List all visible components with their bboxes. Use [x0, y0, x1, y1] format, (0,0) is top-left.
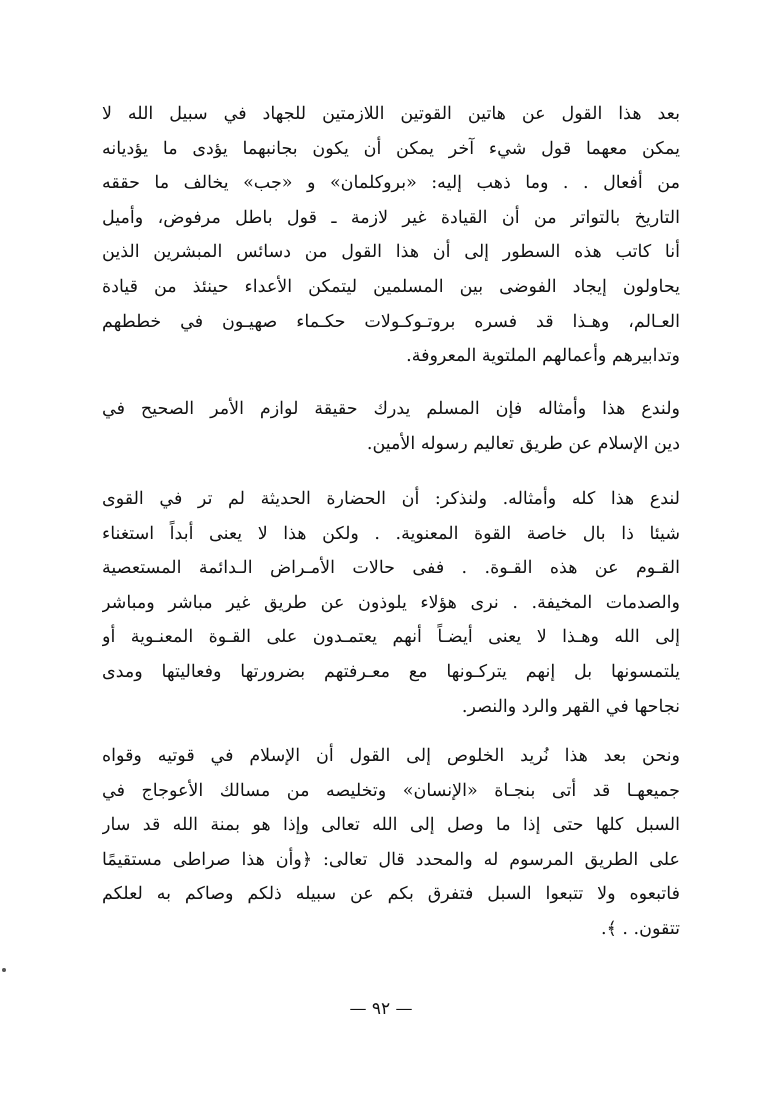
text-line: وتدابيرهم وأعمالهم الملتوية المعروفة. — [406, 346, 680, 367]
text-line: يحاولون إيجاد الفوضى بين المسلمين ليتمكن الأعداء حينئذ من قيادة — [102, 276, 680, 297]
text-line: يمكن معهما قول شيء آخر يمكن أن يكون بجانبهما يؤدى ما يؤديانه — [102, 138, 680, 159]
paragraph-1 — [102, 97, 680, 374]
page-number: — ٩٢ — — [349, 999, 413, 1019]
text-line: بعد هذا القول عن هاتين القوتين اللازمتين للجهاد في سبيل الله لا — [102, 104, 680, 124]
text-line: ولندع هذا وأمثاله فإن المسلم يدرك حقيقة لوازم الأمر الصحيح في — [102, 399, 680, 419]
text-line: القـوم عن هذه القـوة. . ففى حالات الأمـراض الـدائمة المستعصية — [102, 558, 680, 579]
text-line: جميعهـا قد أتى بنجـاة «الإنسان» وتخليصه من مسالك الأعوجاج في — [102, 780, 680, 801]
text-line: ونحن بعد هذا نُريد الخلوص إلى القول أن الإسلام في قوتيه وقواه — [102, 746, 680, 766]
paragraph-4 — [102, 739, 680, 947]
text-line: التاريخ بالتواتر من أن القيادة غير لازمة ـ قول باطل مرفوض، وأميل — [102, 207, 680, 228]
text-line: السبل كلها حتى إذا ما وصل إلى الله تعالى وإذا هو بمنة الله قد سار — [102, 815, 680, 836]
text-line: والصدمات المخيفة. . نرى هؤلاء يلوذون عن طريق غير مباشر ومباشر — [102, 592, 680, 613]
paragraph-2 — [102, 392, 680, 461]
text-line: تتقون. . ﴾. — [601, 918, 680, 939]
text-line: دين الإسلام عن طريق تعاليم رسوله الأمين. — [366, 433, 680, 454]
scan-speck — [2, 968, 6, 972]
text-line: أنا كاتب هذه السطور إلى أن هذا القول من دسائس المبشرين الذين — [102, 242, 680, 263]
paragraph-3 — [102, 482, 680, 724]
text-line: لندع هذا كله وأمثاله. ولنذكر: أن الحضارة الحديثة لم تر في القوى — [102, 489, 680, 509]
text-line: فاتبعوه ولا تتبعوا السبل فتفرق بكم عن سبيله ذلكم وصاكم به لعلكم — [102, 884, 680, 905]
text-line: على الطريق المرسوم له والمحدد قال تعالى: ﴿وأن هذا صراطى مستقيمًا — [102, 849, 680, 870]
text-line: شيئا ذا بال خاصة القوة المعنوية. . ولكن هذا لا يعنى أبداً استغناء — [102, 523, 680, 544]
text-line: إلى الله وهـذا لا يعنى أيضـاً أنهم يعتمـدون على القـوة المعنـوية أو — [102, 627, 680, 648]
text-line: العـالم، وهـذا قد فسره بروتـوكـولات حكـماء صهيـون في خططهم — [102, 311, 680, 332]
text-line: يلتمسونها بل إنهم يتركـونها مع معـرفتهم بضرورتها وفعاليتها ومدى — [102, 661, 680, 682]
text-line: من أفعال . . وما ذهب إليه: «بروكلمان» و «جب» يخالف ما حققه — [102, 173, 680, 194]
text-line: نجاحها في القهر والرد والنصر. — [461, 696, 680, 717]
